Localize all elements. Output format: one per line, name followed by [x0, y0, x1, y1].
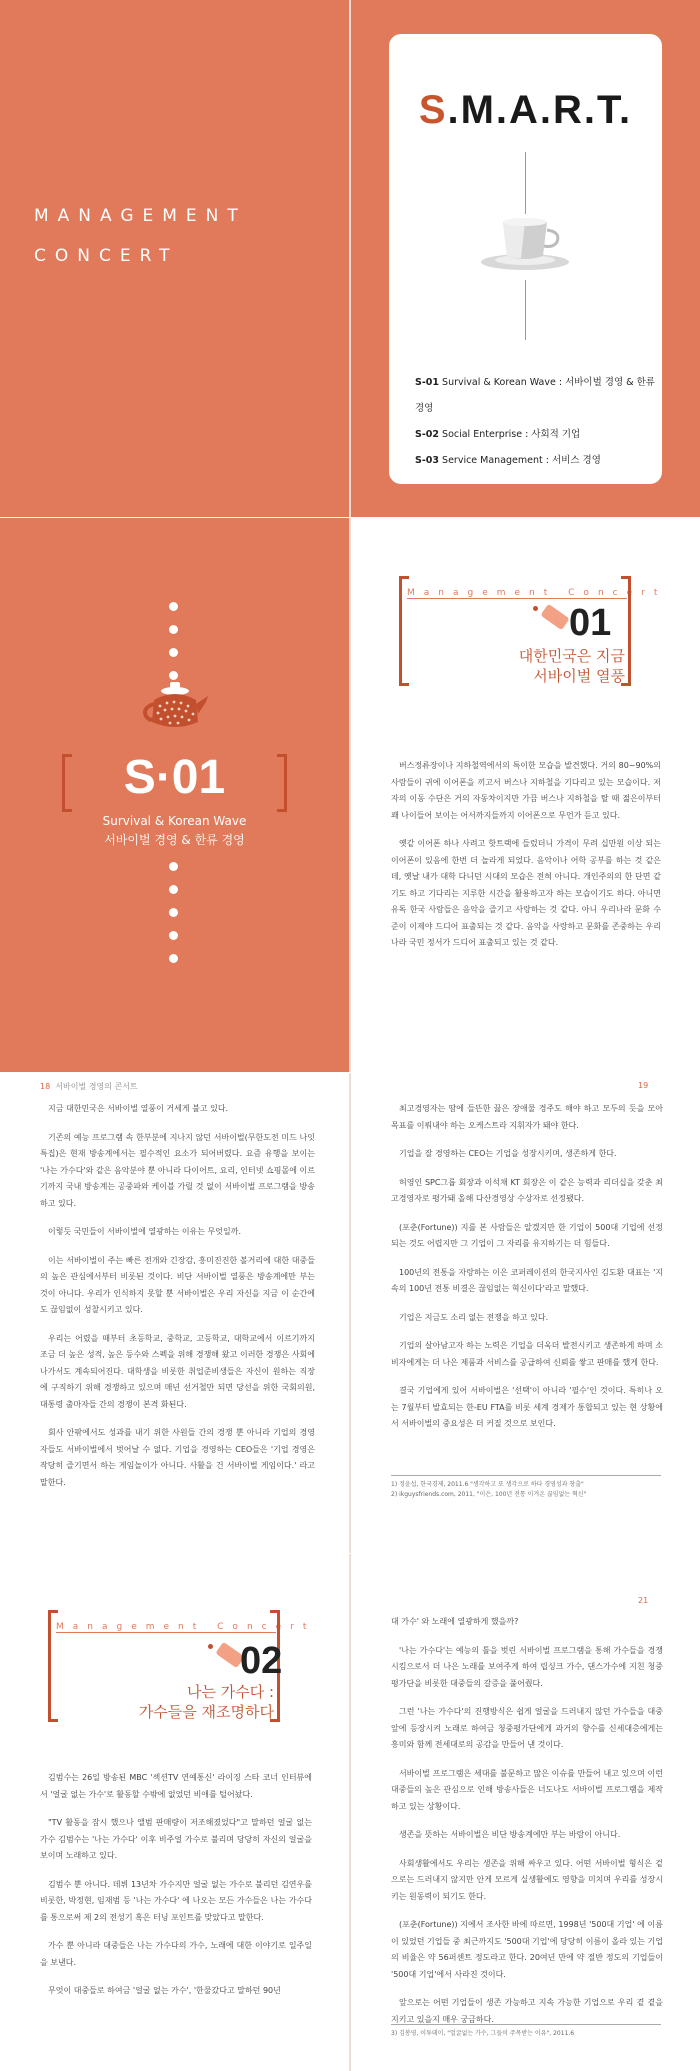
menu-item-s01: S-01 Survival & Korean Wave : 서바이벌 경영 & 한류 경영 — [415, 377, 655, 414]
paragraph: 김범수는 26일 방송된 MBC '섹션TV 연예통신' 라이징 스타 코너 인터뷰에서 '얼굴 없는 가수'로 활동할 수밖에 없었던 비애를 털어놨다. — [40, 1773, 312, 1799]
paragraph: 지금 대한민국은 서바이벌 열풍이 거세게 불고 있다. — [48, 1104, 229, 1113]
divider-line-top — [525, 152, 526, 214]
paragraph: 가수 뿐 아니라 대중들은 나는 가수다의 가수, 노래에 대한 이야기로 일주일을 보낸다. — [40, 1941, 312, 1967]
page-number-left: 18 서바이벌 경영의 콘서트 — [40, 1082, 138, 1091]
page-19 — [351, 1073, 700, 1553]
paragraph: 이는 서바이벌이 주는 빠른 전개와 긴장감, 흥미진진한 볼거리에 대한 대중들의 높은 관심에서부터 비롯된 것이다. 비단 서바이벌 열풍은 방송계에만 부는 것이 아니다. 우리가 인식하지 못할 뿐 서바이벌은 우리 자신을 지금 이 순간에도 끊임없이 성찰시키고 있다. — [40, 1255, 315, 1314]
chapter-title: 나는 가수다 : 가수들을 재조명하다 — [138, 1683, 274, 1721]
smart-s: S — [418, 88, 448, 132]
paragraph: 이렇듯 국민들이 서바이벌에 열광하는 이유는 무엇일까. — [48, 1227, 241, 1236]
header-rule — [407, 598, 627, 599]
chapter-02-page — [0, 1554, 349, 2071]
header-rule — [56, 1632, 276, 1633]
paragraph: 기존의 예능 프로그램 속 한부분에 지나지 않던 서바이벌(무한도전 미드 나잇 특집)은 현재 방송계에서는 필수적인 요소가 되어버렸다. 요즘 유행을 보이는 '나는 가수다'와 같은 음악분야 뿐 아니라 다이어트, 요리, 인터넷 쇼핑몰에 이르기까지 국내 방송계는 공중파와 케이블 가릴 것 없이 서바이벌 프로그램을 방송하고 있다. — [40, 1132, 315, 1208]
cover-right-page — [351, 0, 700, 517]
page-number-right: 21 — [638, 1596, 649, 1605]
page-18 — [0, 1073, 349, 1553]
footnotes — [391, 1475, 661, 1500]
spread-chapter-01 — [0, 518, 700, 1072]
chapter-bracket-left — [48, 1610, 58, 1722]
smart-logo — [389, 88, 662, 133]
footnote: 1) 정윤섭, 한국경제, 2011.6 "생각하고 또 생각으로 하다 경영성과 창출" — [391, 1481, 584, 1488]
tag-icon — [540, 604, 569, 630]
divider-line-bottom — [525, 280, 526, 340]
paragraph: 김범수 뿐 아니다. 데뷔 13년차 가수지만 얼굴 없는 가수로 불리던 김연우를 비롯한, 박정현, 임재범 등 '나는 가수다' 에 나오는 모든 가수들은 나는 가수다를 통으로써 제 2의 전성기 혹은 터닝 포인트를 맞았다고 말한다. — [40, 1879, 312, 1922]
spread-cover — [0, 0, 700, 517]
chapter-01-page — [351, 518, 700, 1072]
chapter-02-body — [40, 1770, 312, 2012]
cover-left-page — [0, 0, 349, 517]
tag-dot — [533, 606, 538, 611]
page-21-body — [391, 1614, 663, 2040]
menu-item-s02: S-02 Social Enterprise : 사회적 기업 — [415, 429, 581, 440]
paragraph: 결국 기업에게 있어 서바이벌은 '선택'이 아니라 '필수'인 것이다. 특히나 오는 7월부터 발효되는 한-EU FTA를 비롯 세계 경제가 통합되고 있는 현 상황에서 서바이벌의 중요성은 더 커질 것으로 보인다. — [391, 1386, 663, 1428]
page-21 — [351, 1554, 700, 2071]
chapter-body — [391, 758, 661, 964]
paragraph: 생존을 뜻하는 서바이벌은 비단 방송계에만 부는 바람이 아니다. — [399, 1830, 621, 1839]
management-concert-title — [34, 196, 247, 276]
chapter-number: 01 — [569, 602, 612, 644]
footnote: 3) 김봉영, 이투데이, "얼굴없는 가수, 그들이 주목받는 이유", 2011.6 — [391, 2024, 661, 2039]
menu-item-s03: S-03 Service Management : 서비스 경영 — [415, 455, 601, 466]
paragraph: 그런 '나는 가수다'의 진행방식은 쉽게 얼굴을 드러내지 않던 가수들을 대중 앞에 등장시켜 노래로 하여금 청중평가단에게 과거의 향수를 신세대층에게는 흥미와 함께 전세대로의 공감을 만들어 낸 것이다. — [391, 1707, 663, 1749]
paragraph: 최고경영자는 땀에 들뜬한 끓은 장애물 경주도 해야 하고 모두의 듯을 모아 목표를 이뤄내야 하는 오케스트라 지휘자가 돼야 한다. — [391, 1104, 663, 1130]
tag-dot — [208, 1644, 213, 1649]
paragraph: 100년의 전통을 자랑하는 이은 코퍼레이션의 한국지사인 김도환 대표는 '지속의 100년 전통 비결은 끊임없는 혁신이다'라고 말했다. — [391, 1267, 663, 1293]
chapter-title: 대한민국은 지금 서바이벌 열풍 — [518, 647, 625, 685]
spread-chapter-02 — [0, 1554, 700, 2071]
paragraph: 기업의 살아남고자 하는 노력은 기업을 더욱더 발전시키고 생존하게 하며 소비자에게는 더 나은 제품과 서비스를 공급하여 신뢰를 쌓고 판매를 했게 한다. — [391, 1341, 663, 1367]
paragraph: 회사 안팎에서도 성과를 내기 위한 사원들 간의 경쟁 뿐 아니라 기업의 경영자들도 서바이벌에서 벗어날 수 없다. 기업을 경영하는 CEO들은 '기업 경영은 작당히 즐기면서 하는 게임놀이가 아니다. 사활을 건 서바이벌 게임이다.' 라고 말한다. — [40, 1428, 315, 1487]
smart-rest: .M.A.R.T. — [447, 88, 633, 132]
footnote: 2) ikguysfriends.com, 2011, "이은, 100년 전통 이겨온 끊임없는 혁신" — [391, 1491, 587, 1498]
paragraph: 옛같 이어폰 하나 사려고 핫트랙에 들렀더니 가격이 무려 십만원 이상 되는 이어폰이 있음에 한번 더 놀라게 되었다. 음악이나 어학 공부를 하는 것 같은데, 옛날 내가 대학 다니던 시대의 모습은 전혀 아니다. 개인주의의 한 단면 같기도 하고 기다리는 지루한 시간을 활용하고자 하는 모습이기도 하다. 아니면 유독 한국 사람들은 음악을 즐기고 사랑하는 것 같다. 아니 우리나라 문화 수준이 이제야 드디어 표출되는 것 같다. 음악을 사랑하고 문화를 존중하는 우리나라 국민 정서가 드디어 표출되고 있는 것 같다. — [391, 839, 661, 947]
paragraph: 허영인 SPC그룹 회장과 이석채 KT 회장은 이 같은 능력과 리더십을 갖춘 최고경영자로 평가돼 올해 다산경영상 수상자로 선정됐다. — [391, 1177, 663, 1203]
paragraph: 우리는 어렸을 때부터 초등학교, 중학교, 고등학교, 대학교에서 이르기까지 조금 더 높은 성적, 높은 등수와 스펙을 위해 경쟁해 왔고 이러한 경쟁은 사회에 나가서도 계속되어진다. 대학생을 비롯한 취업준비생들은 자신이 원하는 직장에 구직하기 위해 경쟁하고 있으며 매년 선거철만 되면 당선을 위한 국회의원, 대통령 출마자들 간의 경쟁이 본격 화된다. — [40, 1333, 315, 1409]
paragraph: 기업을 잘 경영하는 CEO는 기업을 성장시키며, 생존하게 한다. — [399, 1149, 617, 1158]
paragraph: '나는 가수다'는 예능의 틀을 벗린 서바이벌 프로그램을 통해 가수들을 경쟁시킴으로서 더 나은 노래를 보여주게 하여 립싱크 가수, 댄스가수에 지친 청중평가단을 비롯한 대중들의 갈증을 풀어줬다. — [391, 1645, 663, 1688]
chapter-bracket-left — [399, 576, 409, 686]
page-18-body — [40, 1101, 315, 1503]
paragraph: 사회생활에서도 우리는 생존을 위해 싸우고 있다. 어떤 서바이벌 형식은 겉으로는 드러내지 않지만 안게 모르게 실생활에도 영향을 미치며 우리를 성장시키는 원동력이 되기도 한다. — [391, 1858, 663, 1901]
paragraph: 무엇이 대중들로 하여금 '얼굴 없는 가수', '한물갔다고 말하던 90년 — [48, 1986, 281, 1995]
dots-bottom — [169, 862, 179, 977]
paragraph: 버스정류장이나 지하철역에서의 특이한 모습을 발견했다. 거의 80~90%의 사람들이 귀에 이어폰을 끼고서 버스나 지하철을 기다리고 있는 모습이다. 저자의 이동 수단은 거의 자동차이지만 가끔 버스나 지하철을 탈 때 젊은이부터 꽤 나이들어 보이는 어서까지들까지 이어폰으로 무언가 듣고 있다. — [391, 761, 661, 820]
chapter-number: 02 — [240, 1640, 283, 1682]
paragraph: (포춘(Fortune)) 지를 본 사람들은 알겠지만 한 기업이 500대 기업에 선정되는 것도 어렵지만 그 기업이 그 자리를 유지하기는 더 힘들다. — [391, 1222, 663, 1248]
paragraph: "TV 활동을 잠시 했으나 앨범 판매량이 저조해졌었다"고 말하던 얼굴 없는 가수 김범수는 '나는 가수다' 이후 비주얼 가수로 불리며 당당히 자신의 얼굴을 보이며 노래하고 있다. — [40, 1818, 312, 1860]
page-19-body — [391, 1101, 663, 1445]
section-subtitle-en: Survival & Korean Wave — [102, 814, 247, 828]
running-header: Management Concert — [407, 588, 667, 598]
paragraph: 기업은 지금도 소리 없는 전쟁을 하고 있다. — [399, 1312, 549, 1322]
teapot-icon — [140, 678, 210, 734]
running-header: Management Concert — [56, 1622, 316, 1632]
paragraph: (포춘(Fortune)) 지에서 조사한 바에 따르면, 1998년 '500대 기업' 에 이름이 있었던 기업들 중 최근까지도 '500대 기업'에 당당히 이름이 올라 있는 기업의 비율은 약 56퍼센트 정도라고 한다. 20여년 만에 약 절반 정도의 기업들이 '500대 기업'에서 사라진 것이다. — [391, 1920, 663, 1979]
concert-line-1: MANAGEMENT — [34, 206, 247, 226]
smart-card — [389, 34, 662, 484]
spread-pages-18-19 — [0, 1073, 700, 1553]
section-code: S·01 — [123, 751, 226, 804]
concert-line-2: CONCERT — [34, 246, 179, 266]
section-subtitle-ko: 서바이벌 경영 & 한류 경영 — [104, 833, 245, 847]
section-opener-page — [0, 518, 349, 1072]
paragraph: 대 가수' 와 노래에 열광하게 했을까? — [391, 1617, 519, 1626]
smart-menu — [415, 370, 662, 474]
paragraph: 서바이벌 프로그램은 세대를 불문하고 많은 이슈를 만들어 내고 있으며 이런 대중들의 높은 관심으로 인해 방송사들은 너도나도 서바이벌 프로그램을 제작하고 있는 상황이다. — [391, 1768, 663, 1811]
coffee-cup-icon — [475, 212, 575, 272]
paragraph: 앞으로는 어떤 기업들이 생존 가능하고 지속 가능한 기업으로 우리 곁 곁을 지키고 있을지 매우 궁금하다. — [391, 1998, 663, 2024]
page-number-right: 19 — [638, 1081, 649, 1090]
